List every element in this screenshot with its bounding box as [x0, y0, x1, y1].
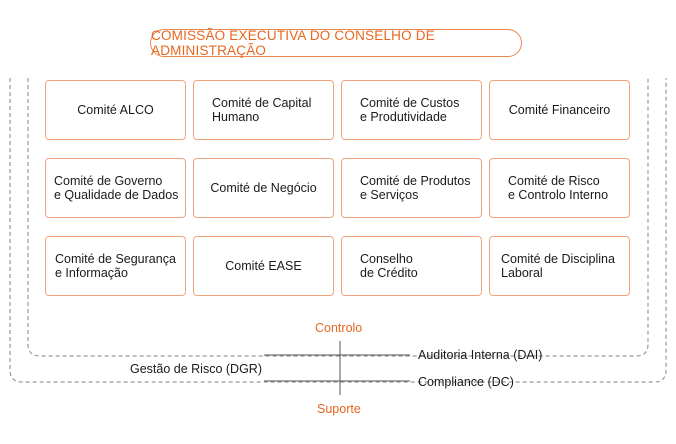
committee-label: Comité de Custos e Produtividade	[360, 96, 460, 124]
committee-card-seguranca	[45, 236, 186, 296]
committee-card-disciplina	[489, 236, 630, 296]
committee-card-custos	[341, 80, 482, 140]
committee-card-governo-dados	[45, 158, 186, 218]
committee-card-credito	[341, 236, 482, 296]
committee-label: Comité de Risco e Controlo Interno	[508, 174, 609, 202]
committee-label: Comité ALCO	[77, 103, 154, 117]
compliance-label: Compliance (DC)	[418, 375, 514, 389]
committee-label: Comité de Segurança e Informação	[55, 252, 176, 280]
committee-card-negocio	[193, 158, 334, 218]
committee-card-produtos	[341, 158, 482, 218]
committee-card-capital-humano	[193, 80, 334, 140]
risk-management-label: Gestão de Risco (DGR)	[130, 362, 262, 376]
internal-audit-label: Auditoria Interna (DAI)	[418, 348, 543, 362]
committee-label: Comité de Disciplina Laboral	[501, 252, 615, 280]
control-label: Controlo	[315, 321, 363, 335]
executive-committee-title	[150, 29, 522, 57]
committee-label: Comité Financeiro	[508, 103, 611, 117]
committee-card-ease	[193, 236, 334, 296]
committee-label: Comité de Negócio	[210, 181, 317, 195]
committee-card-risco-controlo	[489, 158, 630, 218]
committee-label: Comité de Governo e Qualidade de Dados	[54, 174, 179, 202]
committee-label: Comité de Produtos e Serviços	[360, 174, 471, 202]
executive-committee-title-text: COMISSÃO EXECUTIVA DO CONSELHO DE ADMINISTRAÇÃO	[151, 28, 435, 58]
committee-label: Comité de Capital Humano	[212, 96, 312, 124]
committee-label: Conselho de Crédito	[360, 252, 418, 280]
support-label: Suporte	[317, 402, 361, 416]
committee-label: Comité EASE	[225, 259, 302, 273]
committee-card-financeiro	[489, 80, 630, 140]
committee-card-alco	[45, 80, 186, 140]
